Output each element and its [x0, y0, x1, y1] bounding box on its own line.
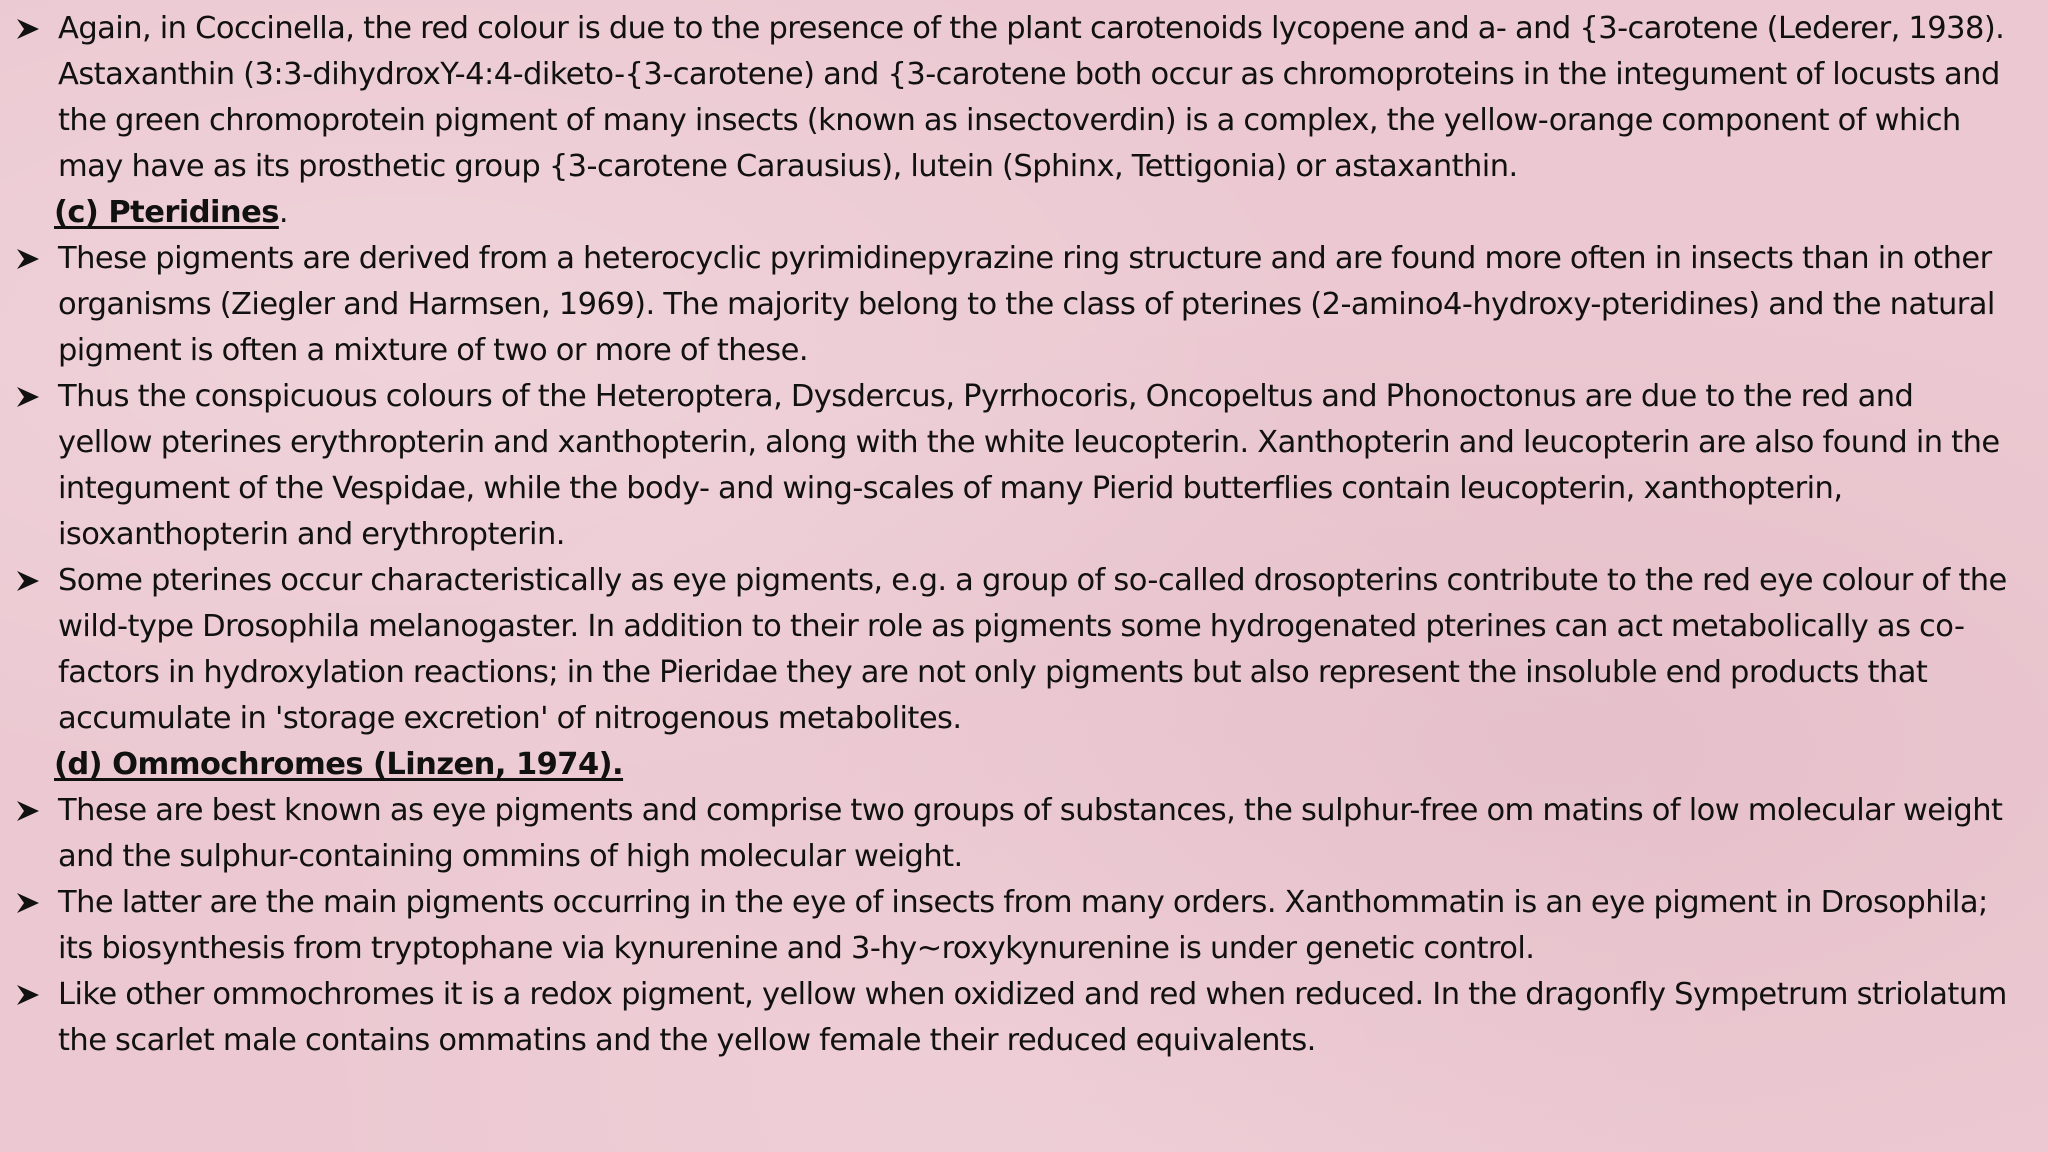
heading-text: (c) Pteridines — [54, 195, 279, 230]
bullet-text: Thus the conspicuous colours of the Heteroptera, Dysdercus, Pyrrhocoris, Oncopeltus and Phonoctonus are due to the red and yellow pterines erythropterin and xanthopterin, along with the white leucopterin. Xanthopterin and leucopterin are also found in the integument of the Vespidae, while the body- and wing-scales of many Pierid butterflies contain leucopterin, xanthopterin, isoxanthopterin and erythropterin. — [58, 379, 2000, 552]
arrowhead-bullet-icon — [12, 558, 46, 604]
arrowhead-bullet-icon — [12, 236, 46, 282]
arrowhead-bullet-icon — [12, 374, 46, 420]
bullet-text: Some pterines occur characteristically as eye pigments, e.g. a group of so-called drosopterins contribute to the red eye colour of the wild-type Drosophila melanogaster. In addition to their role as pigments some hydrogenated pterines can act metabolically as co-factors in hydroxylation reactions; in the Pieridae they are not only pigments but also represent the insoluble end products that accumulate in 'storage excretion' of nitrogenous metabolites. — [58, 563, 2007, 736]
bullet-paragraph — [10, 558, 2008, 742]
section-heading-pteridines — [10, 190, 2008, 236]
bullet-text: These pigments are derived from a heterocyclic pyrimidinepyrazine ring structure and are found more often in insects than in other organisms (Ziegler and Harmsen, 1969). The majority belong to the class of pterines (2-amino4-hydroxy-pteridines) and the natural pigment is often a mixture of two or more of these. — [58, 241, 1995, 368]
bullet-paragraph — [10, 880, 2008, 972]
bullet-text: Again, in Coccinella, the red colour is due to the presence of the plant carotenoids lycopene and a- and {3-carotene (Lederer, 1938). Astaxanthin (3:3-dihydroxY-4:4-diketo-{3-carotene) and {3-carotene both occur as chromoproteins in the integument of locusts and the green chromoprotein pigment of many insects (known as insectoverdin) is a complex, the yellow-orange component of which may have as its prosthetic group {3-carotene Carausius), lutein (Sphinx, Tettigonia) or astaxanthin. — [58, 11, 2005, 184]
heading-text: (d) Ommochromes (Linzen, 1974). — [54, 747, 624, 782]
heading-suffix: . — [278, 195, 288, 230]
bullet-text: The latter are the main pigments occurring in the eye of insects from many orders. Xanthommatin is an eye pigment in Drosophila; its biosynthesis from tryptophane via kynurenine and 3-hy~roxykynurenine is under genetic control. — [58, 885, 1988, 966]
arrowhead-bullet-icon — [12, 880, 46, 926]
bullet-paragraph — [10, 374, 2008, 558]
arrowhead-bullet-icon — [12, 6, 46, 52]
bullet-text: These are best known as eye pigments and comprise two groups of substances, the sulphur-free om matins of low molecular weight and the sulphur-containing ommins of high molecular weight. — [58, 793, 2003, 874]
section-heading-ommochromes — [10, 742, 2008, 788]
bullet-paragraph — [10, 788, 2008, 880]
arrowhead-bullet-icon — [12, 972, 46, 1018]
bullet-paragraph — [10, 6, 2008, 190]
bullet-text: Like other ommochromes it is a redox pigment, yellow when oxidized and red when reduced. In the dragonfly Sympetrum striolatum the scarlet male contains ommatins and the yellow female their reduced equivalents. — [58, 977, 2007, 1058]
bullet-paragraph — [10, 972, 2008, 1064]
arrowhead-bullet-icon — [12, 788, 46, 834]
bullet-paragraph — [10, 236, 2008, 374]
